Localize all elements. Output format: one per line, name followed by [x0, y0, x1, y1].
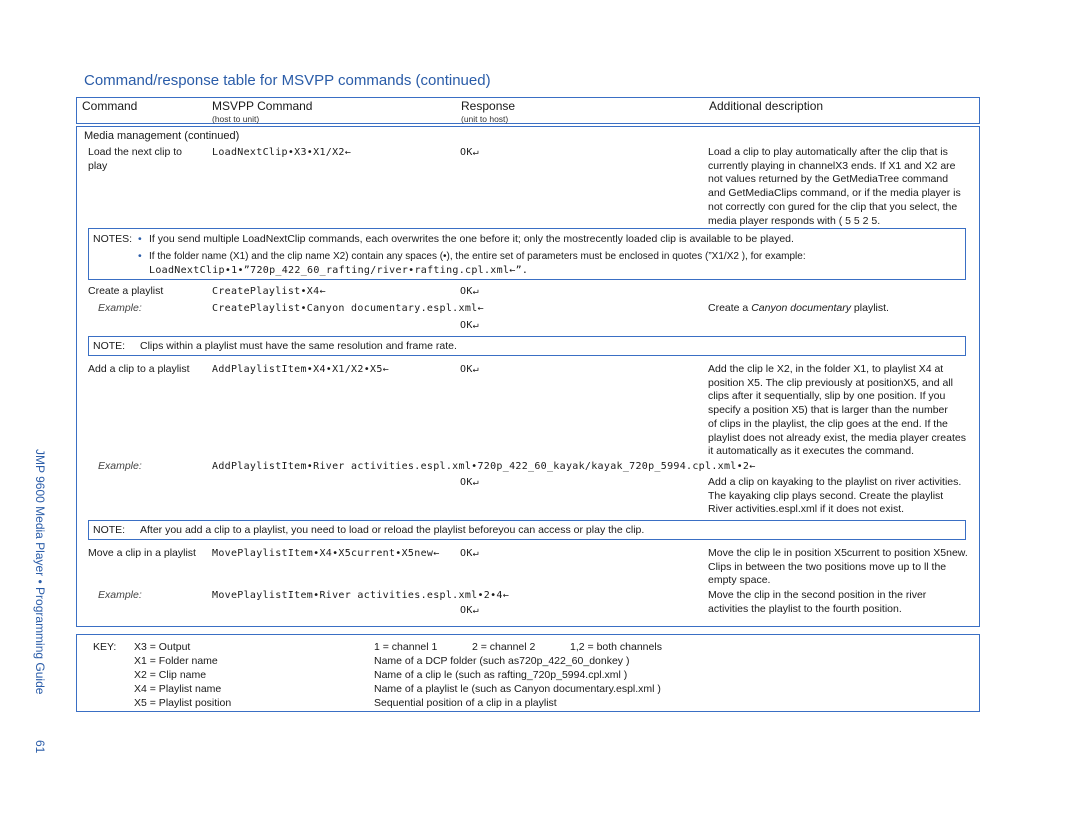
- row3-desc-line: clips after it sequentially, slip by one position. If you: [708, 390, 946, 403]
- key-value: 1 = channel 1: [374, 641, 438, 653]
- row4-ex-desc-line: activities the playlist to the fourth position.: [708, 602, 902, 615]
- desc-italic: Canyon documentary: [751, 302, 852, 314]
- row2-example-msvpp: CreatePlaylist•Canyon documentary.espl.xml←: [212, 303, 484, 314]
- row1-desc-line: not values returned by the GetMediaTree command: [708, 173, 949, 186]
- notes-bullet1: If you send multiple LoadNextClip commands, each overwrites the one before it; only the mostrecently loaded clip is available to be played.: [149, 233, 794, 245]
- row3-desc-line: of clips in the playlist, the clip goes at the end. If the: [708, 417, 948, 430]
- row2-example-response: OK↵: [460, 320, 479, 331]
- row3-ex-desc-line: River activities.espl.xml if it does not exist.: [708, 503, 905, 516]
- key-value: 1,2 = both channels: [570, 641, 662, 653]
- row4-desc-line: Clips in between the two positions move up to ll the: [708, 560, 947, 573]
- page-title: Command/response table for MSVPP commands (continued): [84, 72, 491, 89]
- bullet-icon: •: [138, 250, 142, 262]
- row3-description: [708, 363, 978, 459]
- row2-example-description: [708, 302, 889, 315]
- row4-command: Move a clip in a playlist: [88, 547, 196, 559]
- row3-desc-line: playlist does not already exist, the media player creates: [708, 431, 966, 444]
- row3-ex-desc-line: The kayaking clip plays second. Create the playlist: [708, 489, 944, 502]
- row1-command-line1: Load the next clip to: [88, 146, 182, 158]
- row3-response: OK↵: [460, 364, 479, 375]
- bullet-icon: •: [138, 233, 142, 245]
- note-label: NOTE:: [93, 524, 126, 536]
- row4-desc-line: Move the clip le in position X5current to position X5new.: [708, 547, 968, 559]
- row2-response: OK↵: [460, 286, 479, 297]
- notes-bullet2: If the folder name (X1) and the clip name X2) contain any spaces (•), the entire set of parameters must be enclosed in quotes (”X1/X2 ), for example:: [149, 251, 806, 262]
- key-item: X5 = Playlist position: [134, 697, 232, 709]
- key-item: X4 = Playlist name: [134, 683, 222, 695]
- header-msvpp: MSVPP Command: [212, 99, 313, 113]
- header-additional: Additional description: [709, 99, 824, 113]
- row1-response: OK↵: [460, 147, 479, 158]
- row2-example-label: Example:: [98, 302, 142, 314]
- key-item: X3 = Output: [134, 641, 191, 653]
- row2-msvpp: CreatePlaylist•X4←: [212, 286, 326, 297]
- row1-desc-line: and GetMediaClips command, or if the media player is: [708, 187, 961, 200]
- row4-example-response: OK↵: [460, 605, 479, 616]
- key-value: Name of a DCP folder (such as720p_422_60_donkey ): [374, 655, 630, 667]
- desc-text: playlist.: [851, 302, 889, 314]
- sidebar-title: JMP 9600 Media Player • Programming Guide: [33, 449, 47, 695]
- header-response-sub: (unit to host): [461, 114, 509, 124]
- row1-desc-line: Load a clip to play automatically after the clip that is: [708, 146, 948, 158]
- row3-example-description: [708, 476, 978, 517]
- row4-desc-line: empty space.: [708, 574, 771, 587]
- row3-example-response: OK↵: [460, 477, 479, 488]
- row4-ex-desc-line: Move the clip in the second position in the river: [708, 589, 927, 601]
- row3-command: Add a clip to a playlist: [88, 363, 190, 375]
- notes-label: NOTES:: [93, 233, 133, 245]
- header-command: Command: [82, 99, 138, 113]
- section-title: Media management (continued): [84, 130, 240, 142]
- row1-desc-line: media player responds with ( 5 5 2 5.: [708, 214, 881, 227]
- row3-msvpp: AddPlaylistItem•X4•X1/X2•X5←: [212, 364, 389, 375]
- row1-description: [708, 146, 978, 228]
- row2-command: Create a playlist: [88, 285, 164, 297]
- row4-description: [708, 547, 978, 588]
- row3-desc-line: Add the clip le X2, in the folder X1, to playlist X4 at: [708, 363, 944, 375]
- key-value: Sequential position of a clip in a playlist: [374, 697, 557, 709]
- row3-desc-line: specify a position X5) that is larger than the number: [708, 404, 948, 417]
- row1-desc-line: currently playing in channelX3 ends. If X1 and X2 are: [708, 159, 956, 172]
- row4-example-description: [708, 589, 978, 616]
- row1-msvpp: LoadNextClip•X3•X1/X2←: [212, 147, 352, 158]
- row3-ex-desc-line: Add a clip on kayaking to the playlist on river activities.: [708, 476, 962, 488]
- row1-command-line2: play: [88, 160, 108, 172]
- row4-response: OK↵: [460, 548, 479, 559]
- key-item: X1 = Folder name: [134, 655, 218, 667]
- note-text: After you add a clip to a playlist, you need to load or reload the playlist beforeyou can access or play the clip.: [140, 524, 645, 536]
- header-msvpp-sub: (host to unit): [212, 114, 260, 124]
- row4-msvpp: MovePlaylistItem•X4•X5current•X5new←: [212, 548, 440, 559]
- row3-desc-line: position X5. The clip previously at positionX5, and all: [708, 376, 953, 389]
- key-value: Name of a clip le (such as rafting_720p_5994.cpl.xml ): [374, 669, 628, 681]
- key-item: X2 = Clip name: [134, 669, 207, 681]
- key-value: 2 = channel 2: [472, 641, 536, 653]
- row1-desc-line: not correctly con gured for the clip that you select, the: [708, 200, 958, 213]
- note-label: NOTE:: [93, 340, 126, 352]
- desc-text: Create a: [708, 302, 752, 314]
- row3-desc-line: it automatically as it executes the command.: [708, 445, 915, 458]
- row4-example-msvpp: MovePlaylistItem•River activities.espl.xml•2•4←: [212, 590, 510, 601]
- row4-example-label: Example:: [98, 589, 142, 601]
- header-response: Response: [461, 99, 516, 113]
- key-label: KEY:: [93, 641, 117, 653]
- row3-example-msvpp: AddPlaylistItem•River activities.espl.xml•720p_422_60_kayak/kayak_720p_5994.cpl.xml•2←: [212, 461, 756, 472]
- row3-example-label: Example:: [98, 460, 142, 472]
- note-text: Clips within a playlist must have the same resolution and frame rate.: [140, 340, 457, 352]
- page-number: 61: [33, 740, 47, 754]
- key-value: Name of a playlist le (such as Canyon documentary.espl.xml ): [374, 683, 661, 695]
- notes-bullet2-example: LoadNextClip•1•”720p_422_60_rafting/river•rafting.cpl.xml←”.: [149, 265, 529, 276]
- table-header: [76, 97, 980, 124]
